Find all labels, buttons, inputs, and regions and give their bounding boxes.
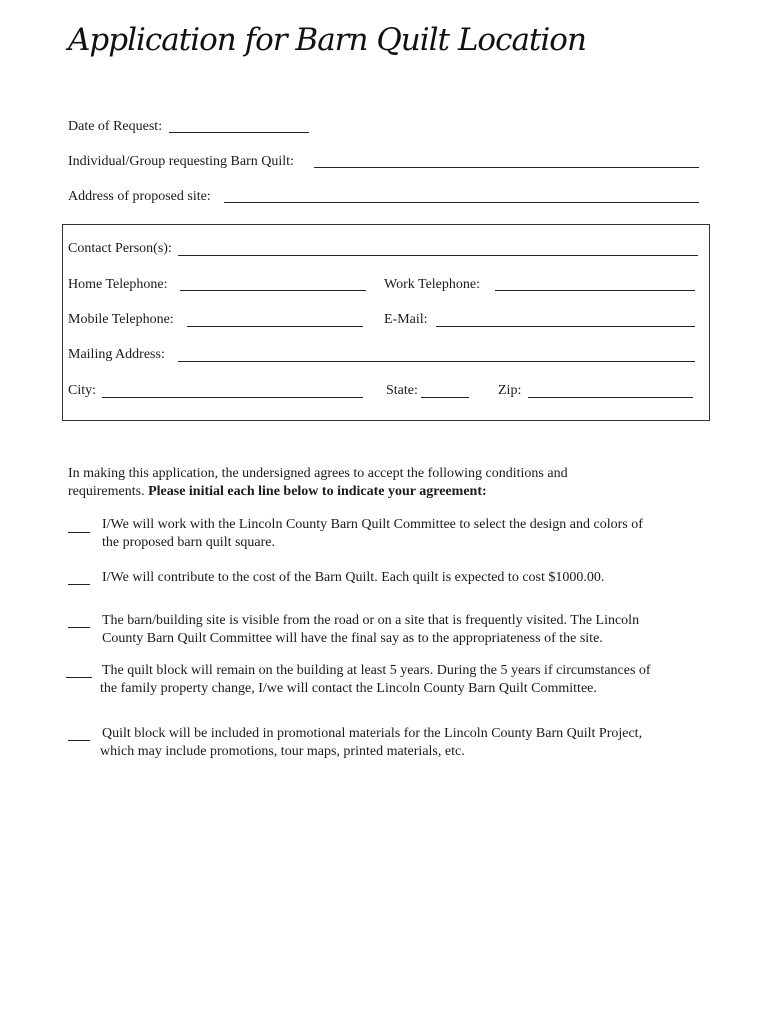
contact-persons-label: Contact Person(s): [68,241,172,256]
intro-instruction: Please initial each line below to indicate your agreement: [148,484,487,499]
requester-field[interactable] [314,167,699,168]
email-field[interactable] [436,326,695,327]
work-telephone-label: Work Telephone: [384,277,480,292]
condition-2-line-1: I/We will contribute to the cost of the Barn Quilt. Each quilt is expected to cost $1000.00. [102,570,605,585]
contact-persons-field[interactable] [178,255,698,256]
intro-line-2-text: requirements. [68,484,149,499]
state-label: State: [386,383,418,398]
condition-4-line-2: the family property change, I/we will contact the Lincoln County Barn Quilt Committee. [100,681,597,696]
date-of-request-label: Date of Request: [68,119,163,134]
condition-1-line-2: the proposed barn quilt square. [102,535,276,550]
mailing-address-field[interactable] [178,361,695,362]
intro-line-1: In making this application, the undersigned agrees to accept the following conditions and [68,466,568,481]
city-label: City: [68,383,97,398]
address-field[interactable] [224,202,699,203]
condition-4-line-1: The quilt block will remain on the building at least 5 years. During the 5 years if circumstances of [102,663,651,678]
condition-5-line-1: Quilt block will be included in promotional materials for the Lincoln County Barn Quilt Project, [102,726,643,741]
initial-blank-1[interactable] [68,532,90,533]
initial-blank-2[interactable] [68,584,90,585]
work-telephone-field[interactable] [495,290,695,291]
zip-label: Zip: [498,383,522,398]
initial-blank-4[interactable] [66,677,92,678]
state-field[interactable] [421,397,469,398]
date-of-request-field[interactable] [169,132,309,133]
city-field[interactable] [102,397,363,398]
condition-3-line-1: The barn/building site is visible from the road or on a site that is frequently visited. The Lincoln [102,613,640,628]
condition-3-line-2: County Barn Quilt Committee will have the final say as to the appropriateness of the site. [102,631,603,646]
page-title: Application for Barn Quilt Location [68,22,586,58]
mobile-telephone-field[interactable] [187,326,363,327]
zip-field[interactable] [528,397,693,398]
intro-line-2 [68,483,487,501]
mobile-telephone-label: Mobile Telephone: [68,312,174,327]
initial-blank-3[interactable] [68,627,90,628]
condition-5-line-2: which may include promotions, tour maps, printed materials, etc. [100,744,465,759]
requester-label: Individual/Group requesting Barn Quilt: [68,154,294,169]
home-telephone-field[interactable] [180,290,366,291]
home-telephone-label: Home Telephone: [68,277,168,292]
address-label: Address of proposed site: [68,189,211,204]
email-label: E-Mail: [384,312,428,327]
mailing-address-label: Mailing Address: [68,347,165,362]
condition-1-line-1: I/We will work with the Lincoln County Barn Quilt Committee to select the design and colors of [102,517,643,532]
initial-blank-5[interactable] [68,740,90,741]
